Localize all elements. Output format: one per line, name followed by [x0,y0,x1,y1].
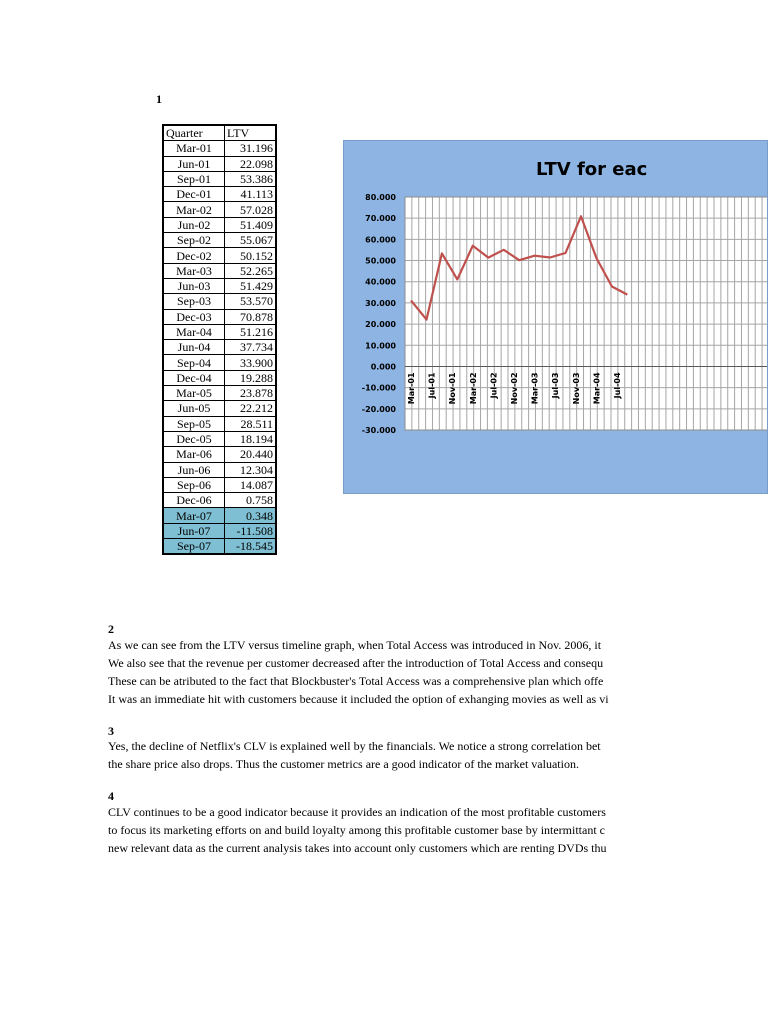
ltv-cell: 22.212 [225,401,277,416]
x-tick-label: Jul-03 [551,372,561,399]
y-tick-label: -30.000 [361,426,396,435]
table-row [163,416,276,431]
table-row [163,493,276,508]
header-ltv: LTV [225,125,277,141]
quarter-cell: Dec-03 [163,309,225,324]
y-tick-label: 0.000 [370,362,396,372]
y-tick-label: -10.000 [361,383,396,393]
ltv-cell: 37.734 [225,340,277,355]
quarter-cell: Jun-04 [163,340,225,355]
quarter-cell: Jun-06 [163,462,225,477]
section-4-number: 4 [108,789,114,803]
quarter-cell: Jun-02 [163,217,225,232]
x-tick-label: Jul-02 [489,372,499,399]
table-row [163,508,276,523]
x-tick-label: Jul-01 [427,372,437,399]
ltv-cell: 51.216 [225,324,277,339]
table-row [163,355,276,370]
x-tick-label: Jul-04 [613,372,622,399]
quarter-cell: Dec-01 [163,187,225,202]
table-row [163,370,276,385]
text-line: to focus its marketing efforts on and build loyalty among this profitable customer base by intermittant c [108,823,606,837]
quarter-cell: Dec-02 [163,248,225,263]
ltv-cell: 33.900 [225,355,277,370]
table-row [163,141,276,156]
table-row [163,462,276,477]
quarter-cell: Sep-07 [163,539,225,555]
chart-title: LTV for eac [536,159,648,180]
quarter-cell: Jun-01 [163,156,225,171]
table-row [163,309,276,324]
ltv-table [162,124,277,555]
table-row [163,447,276,462]
x-tick-label: Nov-02 [510,372,519,405]
section-4-text [108,803,638,857]
y-tick-label: 40.000 [365,277,396,287]
table-row [163,340,276,355]
section-2-number: 2 [108,622,114,636]
quarter-cell: Sep-06 [163,477,225,492]
ltv-chart [343,140,768,494]
quarter-cell: Mar-05 [163,386,225,401]
ltv-chart-svg [344,141,768,494]
quarter-cell: Sep-01 [163,171,225,186]
ltv-cell: 14.087 [225,477,277,492]
table-row [163,278,276,293]
ltv-cell: 22.098 [225,156,277,171]
quarter-cell: Jun-03 [163,278,225,293]
ltv-cell: 55.067 [225,233,277,248]
text-line: We also see that the revenue per customer decreased after the introduction of Total Access and consequ [108,656,604,670]
quarter-cell: Dec-06 [163,493,225,508]
table-row [163,477,276,492]
text-line: As we can see from the LTV versus timeline graph, when Total Access was introduced in Nov. 2006, it [108,638,602,652]
text-line: new relevant data as the current analysis takes into account only customers which are renting DVDs thu [108,841,607,855]
table-row [163,263,276,278]
x-tick-label: Mar-03 [530,372,540,405]
quarter-cell: Mar-03 [163,263,225,278]
ltv-cell: 41.113 [225,187,277,202]
table-row [163,431,276,446]
ltv-cell: -18.545 [225,539,277,555]
text-line: Yes, the decline of Netflix's CLV is explained well by the financials. We notice a strong correlation bet [108,739,601,753]
section-2-text [108,636,638,708]
quarter-cell: Sep-03 [163,294,225,309]
y-tick-label: 70.000 [365,214,396,224]
ltv-cell: 0.348 [225,508,277,523]
ltv-cell: 0.758 [225,493,277,508]
ltv-cell: 19.288 [225,370,277,385]
quarter-cell: Sep-02 [163,233,225,248]
text-line: the share price also drops. Thus the customer metrics are a good indicator of the market valuation. [108,757,579,771]
ltv-cell: 31.196 [225,141,277,156]
x-tick-label: Mar-01 [407,372,416,405]
quarter-cell: Mar-02 [163,202,225,217]
table-row [163,523,276,538]
ltv-cell: 70.878 [225,309,277,324]
table-row [163,386,276,401]
table-row [163,187,276,202]
table-row [163,156,276,171]
ltv-cell: 53.386 [225,171,277,186]
ltv-cell: 20.440 [225,447,277,462]
quarter-cell: Sep-05 [163,416,225,431]
table-row [163,217,276,232]
quarter-cell: Mar-04 [163,324,225,339]
quarter-cell: Dec-05 [163,431,225,446]
x-tick-label: Nov-03 [571,372,581,405]
text-line: These can be atributed to the fact that Blockbuster's Total Access was a comprehensive plan which offe [108,674,604,688]
table-row [163,202,276,217]
y-tick-label: 80.000 [365,193,396,202]
quarter-cell: Mar-07 [163,508,225,523]
section-3-text [108,737,638,773]
quarter-cell: Jun-07 [163,523,225,538]
quarter-cell: Mar-01 [163,141,225,156]
y-tick-label: 20.000 [365,320,396,330]
ltv-cell: 12.304 [225,462,277,477]
y-tick-label: 10.000 [365,341,396,351]
y-tick-label: 60.000 [365,235,396,245]
quarter-cell: Sep-04 [163,355,225,370]
text-line: It was an immediate hit with customers because it included the option of exhanging movies as well as vi [108,692,609,706]
table-row [163,248,276,263]
ltv-cell: 51.429 [225,278,277,293]
table-row [163,171,276,186]
header-quarter: Quarter [163,125,225,141]
y-tick-label: -20.000 [361,404,396,414]
section-1-number: 1 [156,92,162,106]
quarter-cell: Mar-06 [163,447,225,462]
y-tick-label: 50.000 [365,256,396,266]
ltv-cell: 51.409 [225,217,277,232]
ltv-cell: 23.878 [225,386,277,401]
table-row [163,294,276,309]
table-row [163,401,276,416]
table-row [163,539,276,555]
ltv-cell: -11.508 [225,523,277,538]
y-tick-label: 30.000 [365,298,396,308]
ltv-cell: 53.570 [225,294,277,309]
table-header-row [163,125,276,141]
text-line: CLV continues to be a good indicator because it provides an indication of the most profitable customers [108,805,606,819]
ltv-cell: 57.028 [225,202,277,217]
ltv-cell: 52.265 [225,263,277,278]
quarter-cell: Jun-05 [163,401,225,416]
section-3-number: 3 [108,724,114,738]
ltv-cell: 28.511 [225,416,277,431]
x-tick-label: Nov-01 [448,372,458,405]
ltv-cell: 18.194 [225,431,277,446]
table-row [163,324,276,339]
quarter-cell: Dec-04 [163,370,225,385]
ltv-cell: 50.152 [225,248,277,263]
table-row [163,233,276,248]
x-tick-label: Mar-02 [468,372,478,405]
x-tick-label: Mar-04 [592,372,602,405]
